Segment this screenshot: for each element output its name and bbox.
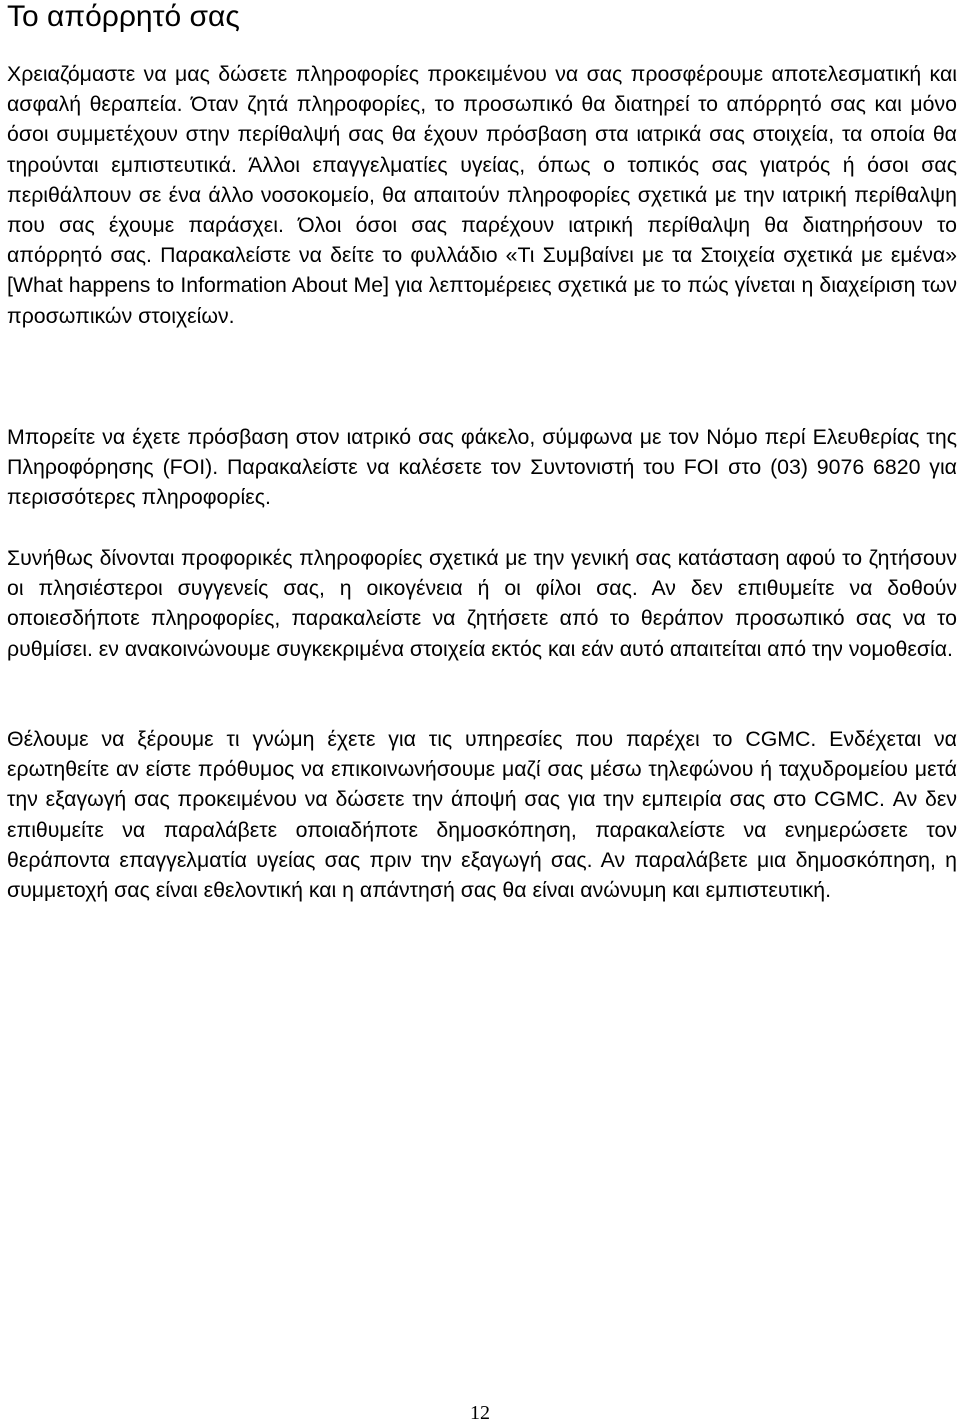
page-title: Το απόρρητό σας bbox=[7, 0, 240, 33]
page-number: 12 bbox=[470, 1402, 490, 1424]
paragraph-verbal-information: Συνήθως δίνονται προφορικές πληροφορίες σχετικά με την γενική σας κατάσταση αφού το ζητήσουν οι πλησιέστεροι συγγενείς σας, η οικογένεια ή οι φίλοι σας. Αν δεν επιθυμείτε να δοθούν οποιεσδήποτε πληροφορίες, παρακαλείστε να ζητήσετε από το θεράπον προσωπικό σας να το ρυθμίσει. εν ανακοινώνουμε συγκεκριμένα στοιχεία εκτός και εάν αυτό απαιτείται από την νομοθεσία. bbox=[7, 546, 957, 661]
paragraph-privacy: Χρειαζόμαστε να μας δώσετε πληροφορίες προκειμένου να σας προσφέρουμε αποτελεσματική και ασφαλή θεραπεία. Όταν ζητά πληροφορίες, το προσωπικό θα διατηρεί το απόρρητό σας και μόνο όσοι συμμετέχουν στην περίθαλψή σας θα έχουν πρόσβαση στα ιατρικά σας στοιχεία, τα οποία θα τηρούνται εμπιστευτικά. Άλλοι επαγγελματίες υγείας, όπως ο τοπικός σας γιατρός ή όσοι σας περιθάλπουν σε ένα άλλο νοσοκομείο, θα απαιτούν πληροφορίες σχετικά με την ιατρική περίθαλψη που σας έχουμε παράσχει. Όλοι όσοι σας παρέχουν ιατρική περίθαλψη θα διατηρήσουν το απόρρητό σας. Παρακαλείστε να δείτε το φυλλάδιο «Τι Συμβαίνει με τα Στοιχεία σχετικά με εμένα» [What happens to Information About Me] για λεπτομέρειες σχετικά με το πώς γίνεται η διαχείριση των προσωπικών στοιχείων. bbox=[7, 62, 957, 328]
paragraph-feedback-survey: Θέλουμε να ξέρουμε τι γνώμη έχετε για τις υπηρεσίες που παρέχει το CGMC. Ενδέχεται να ερωτηθείτε αν είστε πρόθυμος να επικοινωνήσουμε μαζί σας μέσω τηλεφώνου ή ταχυδρομείου μετά την εξαγωγή σας προκειμένου να δώσετε την άποψή σας για την εμπειρία σας στο CGMC. Αν δεν επιθυμείτε να παραλάβετε οποιαδήποτε δημοσκόπηση, παρακαλείστε να ενημερώσετε τον θεράποντα επαγγελματία υγείας σας πριν την εξαγωγή σας. Αν παραλάβετε μια δημοσκόπηση, η συμμετοχή σας είναι εθελοντική και η απάντησή σας θα είναι ανώνυμη και εμπιστευτική. bbox=[7, 727, 957, 903]
paragraph-foi-access: Μπορείτε να έχετε πρόσβαση στον ιατρικό σας φάκελο, σύμφωνα με τον Νόμο περί Ελευθερίας της Πληροφόρησης (FOI). Παρακαλείστε να καλέσετε τον Συντονιστή του FOI στο (03) 9076 6820 για περισσότερες πληροφορίες. bbox=[7, 425, 957, 510]
